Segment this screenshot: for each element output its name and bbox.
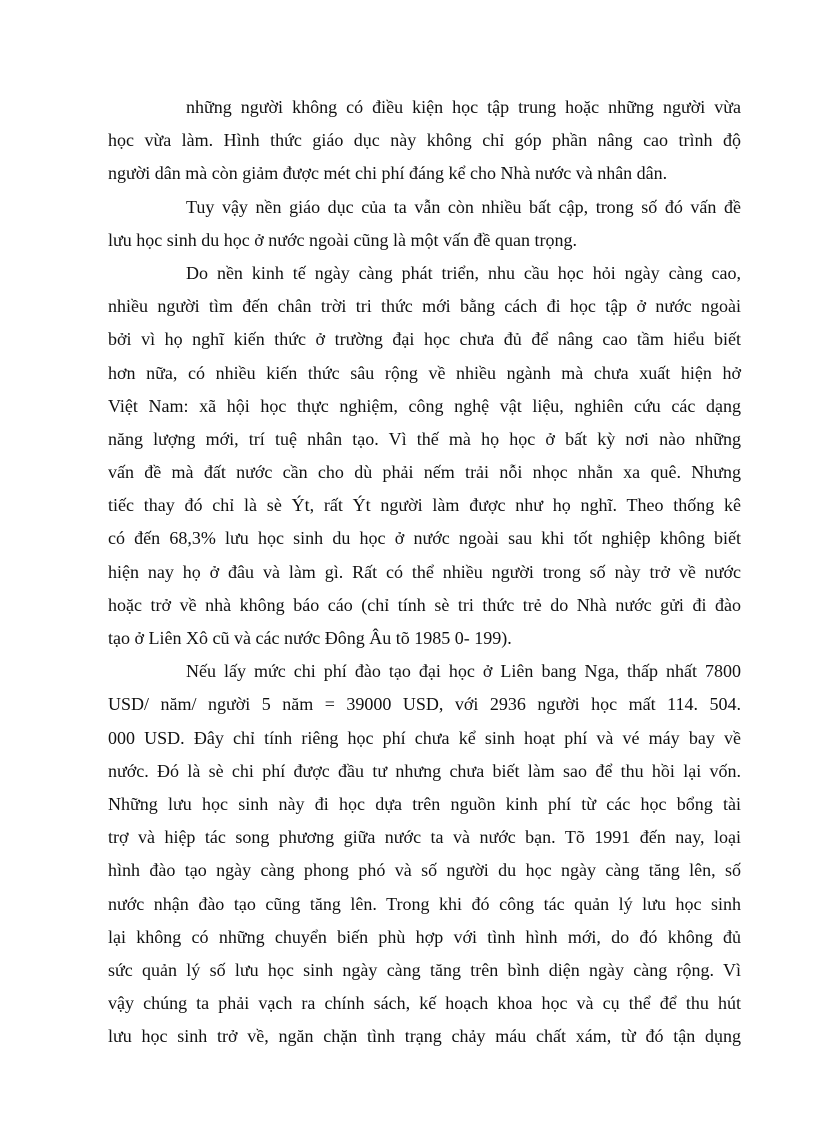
text-line: nước nhận đào tạo cũng tăng lên. Trong khi đó công tác quản lý lưu học sinh: [108, 893, 741, 914]
text-line: hình đào tạo ngày càng phong phó và số người du học ngày càng tăng lên, số: [108, 860, 741, 881]
text-line: Việt Nam: xã hội học thực nghiệm, công nghệ vật liệu, nghiên cứu các dạng: [108, 395, 741, 416]
text-line: Nếu lấy mức chi phí đào tạo đại học ở Liên bang Nga, thấp nhất 7800: [186, 661, 741, 682]
text-line: năng lượng mới, trí tuệ nhân tạo. Vì thế mà họ học ở bất kỳ nơi nào những: [108, 428, 741, 449]
text-line: Do nền kinh tế ngày càng phát triển, nhu cầu học hỏi ngày càng cao,: [186, 262, 741, 283]
text-line: Những lưu học sinh này đi học dựa trên nguồn kinh phí từ các học bổng tài: [108, 793, 741, 814]
text-line: tạo ở Liên Xô cũ và các nước Đông Âu tõ 1985 0- 199).: [108, 628, 512, 648]
text-line: trợ và hiệp tác song phương giữa nước ta và nước bạn. Tõ 1991 đến nay, loại: [108, 827, 741, 848]
paragraph: [108, 257, 741, 655]
text-line: USD/ năm/ người 5 năm = 39000 USD, với 2936 người học mất 114. 504.: [108, 694, 741, 715]
text-line: lưu học sinh trở về, ngăn chặn tình trạng chảy máu chất xám, từ đó tận dụng: [108, 1026, 741, 1047]
text-line: vấn đề mà đất nước cần cho dù phải nếm trải nỗi nhọc nhằn xa quê. Nhưng: [108, 462, 741, 483]
text-line: vậy chúng ta phải vạch ra chính sách, kế hoạch khoa học và cụ thể để thu hút: [108, 993, 741, 1014]
text-line: tiếc thay đó chỉ là sè Ýt, rất Ýt người làm được như họ nghĩ. Theo thống kê: [108, 495, 741, 516]
text-line: 000 USD. Đây chỉ tính riêng học phí chưa kể sinh hoạt phí và vé máy bay về: [108, 727, 741, 748]
text-line: lưu học sinh du học ở nước ngoài cũng là một vấn đề quan trọng.: [108, 229, 577, 250]
text-line: Tuy vậy nền giáo dục của ta vẫn còn nhiều bất cập, trong số đó vấn đề: [186, 196, 741, 217]
text-line: sức quản lý số lưu học sinh ngày càng tăng trên bình diện ngày càng rộng. Vì: [108, 959, 741, 980]
text-line: hiện nay họ ở đâu và làm gì. Rất có thể nhiều người trong số này trở về nước: [108, 561, 741, 582]
document-page: [108, 91, 741, 1053]
text-line: nhiều người tìm đến chân trời tri thức mới bằng cách đi học tập ở nước ngoài: [108, 296, 741, 317]
text-line: lại không có những chuyển biến phù hợp với tình hình mới, do đó không đủ: [108, 926, 741, 947]
text-line: những người không có điều kiện học tập trung hoặc những người vừa: [186, 97, 741, 117]
text-line: người dân mà còn giảm được mét chi phí đáng kể cho Nhà nước và nhân dân.: [108, 163, 668, 184]
paragraph: [108, 655, 741, 1053]
text-line: có đến 68,3% lưu học sinh du học ở nước ngoài sau khi tốt nghiệp không biết: [108, 528, 741, 549]
text-line: hơn nữa, có nhiều kiến thức sâu rộng về nhiều ngành mà chưa xuất hiện hở: [108, 362, 741, 383]
paragraph: [108, 91, 741, 191]
text-line: học vừa làm. Hình thức giáo dục này không chỉ góp phần nâng cao trình độ: [108, 130, 741, 151]
paragraph: [108, 191, 741, 257]
text-line: hoặc trở về nhà không báo cáo (chỉ tính sè tri thức trẻ do Nhà nước gửi đi đào: [108, 594, 741, 615]
text-line: bởi vì họ nghĩ kiến thức ở trường đại học chưa đủ để nâng cao tầm hiểu biết: [108, 329, 741, 350]
text-line: nước. Đó là sè chi phí được đầu tư nhưng chưa biết làm sao để thu hồi lại vốn.: [108, 760, 741, 781]
